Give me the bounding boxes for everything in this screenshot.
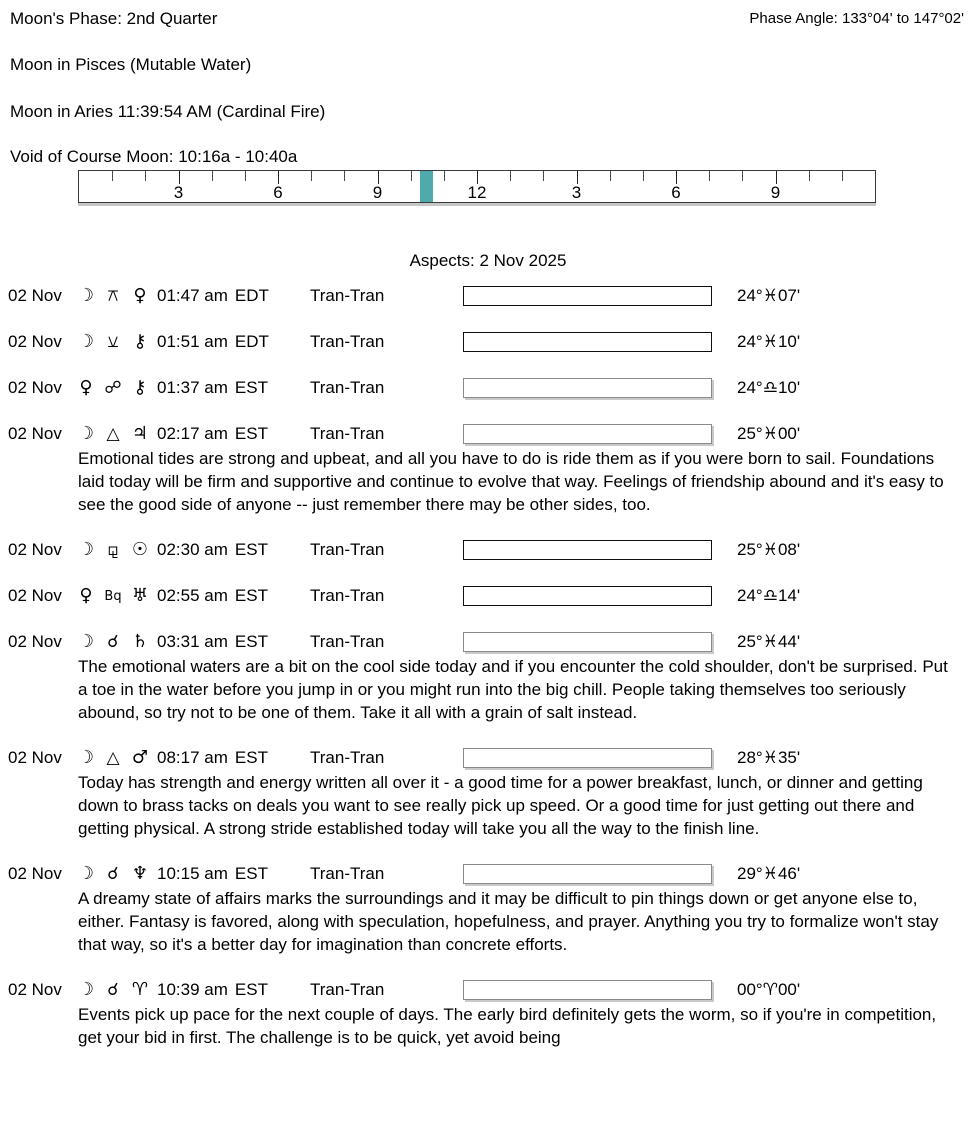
aspect-date: 02 Nov: [8, 980, 62, 999]
orb-bar: [463, 748, 712, 768]
orb-bar: [463, 378, 712, 398]
aspect-timezone: EST: [234, 980, 268, 999]
moons-phase-text: Moon's Phase: 2nd Quarter: [10, 9, 218, 28]
aspect-time-group: [157, 864, 268, 884]
header-line-1: [0, 9, 976, 29]
quincunx-icon: ⚻: [107, 286, 119, 306]
aspects-list: [0, 286, 976, 1049]
hour-label: 6: [273, 183, 283, 202]
orb-bar: [463, 632, 712, 652]
orb-bar: [463, 540, 712, 560]
trine-icon: △: [106, 424, 120, 444]
phase-angle-text: Phase Angle: 133°04' to 147°02': [749, 10, 964, 27]
moon-sign-current-text: Moon in Pisces (Mutable Water): [10, 55, 252, 74]
aspect-date: 02 Nov: [8, 748, 62, 767]
aspect-time: 02:55 am: [157, 586, 228, 605]
aspect-degree: 25°♓44': [737, 632, 801, 651]
hour-label: 9: [372, 183, 383, 202]
aspect-timezone: EST: [234, 632, 268, 651]
orb-bar: [463, 332, 712, 352]
aspect-kind: Tran-Tran: [310, 424, 385, 443]
moon-icon: ☽: [77, 539, 95, 560]
hour-label: 9: [770, 183, 781, 202]
aspect-time: 01:47 am: [157, 286, 228, 305]
moon-icon: ☽: [77, 631, 95, 652]
hour-tick: [311, 171, 312, 181]
aspect-time-group: [157, 378, 268, 398]
aspect-timezone: EST: [234, 378, 268, 397]
orb-bar: [463, 586, 712, 606]
aspect-row: [0, 864, 976, 884]
aspect-time-group: [157, 980, 268, 1000]
moon-icon: ☽: [77, 863, 95, 884]
aspect-kind: Tran-Tran: [310, 286, 385, 305]
aspect-degree: 28°♓35': [737, 748, 801, 767]
aspect-degree: 00°♈00': [737, 980, 801, 999]
aspect-time: 01:37 am: [157, 378, 228, 397]
hour-tick: [610, 171, 611, 181]
aspect-degree: 29°♓46': [737, 864, 801, 883]
aspect-degree: 24°♓07': [737, 286, 801, 305]
aspect-time-group: [157, 748, 268, 768]
hour-tick: [709, 171, 710, 181]
hour-tick: [842, 171, 843, 181]
chiron-icon: ⚷: [133, 331, 147, 352]
jupiter-icon: ♃: [131, 423, 149, 444]
aspect-date: 02 Nov: [8, 378, 62, 397]
aspect-time: 01:51 am: [157, 332, 228, 351]
aspect-timezone: EDT: [234, 332, 269, 351]
biquintile-icon: Bq: [104, 589, 122, 604]
aspect-kind: Tran-Tran: [310, 748, 385, 767]
hour-tick: [643, 171, 644, 181]
aspect-timezone: EST: [234, 540, 268, 559]
moon-icon: ☽: [77, 979, 95, 1000]
mars-icon: ♂: [131, 747, 149, 768]
voc-time-ruler: [78, 170, 876, 203]
aspect-degree: 24°♓10': [737, 332, 801, 351]
aspect-time: 03:31 am: [157, 632, 228, 651]
hour-tick: [145, 171, 146, 181]
venus-icon: ♀: [79, 585, 93, 606]
aspect-time-group: [157, 332, 269, 352]
aspect-interpretation: Today has strength and energy written all over it - a good time for a power breakfast, lunch, or dinner and getting down to brass tacks on deals you want to see really pick up speed. Or a good time for just getting out there and getting physical. A strong stride established today will take you all the way to the finish line.: [78, 773, 923, 838]
aspect-degree: 25°♓08': [737, 540, 801, 559]
aspect-kind: Tran-Tran: [310, 980, 385, 999]
aspect-time: 02:17 am: [157, 424, 228, 443]
hour-tick: [543, 171, 544, 181]
aspect-row: [0, 286, 976, 306]
voc-period-marker: [420, 171, 433, 202]
hour-tick: [809, 171, 810, 181]
chiron-icon: ⚷: [133, 377, 147, 398]
aspect-row: [0, 332, 976, 352]
moon-icon: ☽: [77, 285, 95, 306]
hour-label: 3: [571, 183, 582, 202]
void-of-course-text: Void of Course Moon: 10:16a - 10:40a: [10, 147, 298, 166]
aspect-time: 10:39 am: [157, 980, 228, 999]
aspect-timezone: EST: [234, 748, 268, 767]
aspect-date: 02 Nov: [8, 286, 62, 305]
aspect-row: [0, 378, 976, 398]
aspect-row: [0, 980, 976, 1000]
aspect-timezone: EST: [234, 424, 268, 443]
aspect-time: 08:17 am: [157, 748, 228, 767]
hour-label: 6: [671, 183, 681, 202]
aries-icon: ♈: [131, 979, 149, 1000]
aspect-timezone: EDT: [234, 286, 269, 305]
hour-label: 3: [173, 183, 184, 202]
aspect-interpretation: Events pick up pace for the next couple of days. The early bird definitely gets the worm, so if you're in competition, get your bid in first. The challenge is to be quick, yet avoid being: [78, 1005, 937, 1047]
aspect-interpretation: Emotional tides are strong and upbeat, and all you have to do is ride them as if you were born to sail. Foundations laid today will be firm and supportive and continue to evolve that way. Feelings of friendship abound and it's easy to see the good side of anyone -- just remember there may be other sides, too.: [78, 449, 944, 514]
aspect-time-group: [157, 540, 268, 560]
sun-icon: ☉: [131, 539, 149, 560]
moon-icon: ☽: [77, 747, 95, 768]
conjunction-icon: ☌: [107, 632, 119, 652]
moon-icon: ☽: [77, 423, 95, 444]
aspect-row: [0, 424, 976, 444]
aspect-kind: Tran-Tran: [310, 632, 385, 651]
aspect-time: 10:15 am: [157, 864, 228, 883]
hour-tick: [112, 171, 113, 181]
aspect-row: [0, 632, 976, 652]
aspect-interpretation: A dreamy state of affairs marks the surroundings and it may be difficult to pin things down or get anyone else to, either. Fantasy is favored, along with speculation, hopefulness, and prayer. Anything you try to formalize won't stay that way, so it's a better day for imagination than concrete efforts.: [78, 889, 939, 954]
venus-icon: ♀: [79, 377, 93, 398]
aspects-title: Aspects: 2 Nov 2025: [409, 251, 567, 270]
aspect-date: 02 Nov: [8, 540, 62, 559]
aspect-date: 02 Nov: [8, 632, 62, 651]
aspect-kind: Tran-Tran: [310, 540, 385, 559]
aspect-time-group: [157, 586, 268, 606]
aspect-degree: 25°♓00': [737, 424, 801, 443]
moon-sign-next-text: Moon in Aries 11:39:54 AM (Cardinal Fire): [10, 102, 326, 121]
aspect-interpretation: The emotional waters are a bit on the cool side today and if you encounter the cold shoulder, don't be surprised. Put a toe in the water before you jump in or you might run into the big chill. People taking themselves too seriously abound, so try not to be one of them. Take it all with a grain of salt instead.: [78, 657, 948, 722]
hour-tick: [444, 171, 445, 181]
neptune-icon: ♆: [131, 863, 149, 884]
aspect-kind: Tran-Tran: [310, 864, 385, 883]
aspect-degree: 24°♎10': [737, 378, 801, 397]
aspect-row: [0, 586, 976, 606]
aspect-timezone: EST: [234, 864, 268, 883]
hour-tick: [212, 171, 213, 181]
orb-bar: [463, 424, 712, 444]
aspect-date: 02 Nov: [8, 424, 62, 443]
opposition-icon: ☍: [104, 378, 122, 398]
sesquiquadrate-icon: ⚼: [107, 540, 119, 560]
orb-bar: [463, 980, 712, 1000]
semisextile-icon: ⚺: [107, 332, 119, 352]
trine-icon: △: [106, 748, 120, 768]
aspect-kind: Tran-Tran: [310, 586, 385, 605]
aspect-timezone: EST: [234, 586, 268, 605]
hour-tick: [742, 171, 743, 181]
aspect-date: 02 Nov: [8, 864, 62, 883]
hour-tick: [245, 171, 246, 181]
aspect-time-group: [157, 286, 269, 306]
venus-icon: ♀: [133, 285, 147, 306]
conjunction-icon: ☌: [107, 864, 119, 884]
hour-tick: [344, 171, 345, 181]
hour-tick: [510, 171, 511, 181]
aspect-date: 02 Nov: [8, 586, 62, 605]
aspect-kind: Tran-Tran: [310, 332, 385, 351]
orb-bar: [463, 864, 712, 884]
hour-label: 12: [467, 183, 487, 202]
aspect-row: [0, 748, 976, 768]
aspect-date: 02 Nov: [8, 332, 62, 351]
aspect-row: [0, 540, 976, 560]
aspect-kind: Tran-Tran: [310, 378, 385, 397]
orb-bar: [463, 286, 712, 306]
aspect-time: 02:30 am: [157, 540, 228, 559]
uranus-icon: ♅: [131, 585, 149, 606]
aspect-time-group: [157, 424, 268, 444]
moon-icon: ☽: [77, 331, 95, 352]
conjunction-icon: ☌: [107, 980, 119, 1000]
aspect-time-group: [157, 632, 268, 652]
saturn-icon: ♄: [131, 631, 149, 652]
hour-tick: [411, 171, 412, 181]
aspect-degree: 24°♎14': [737, 586, 801, 605]
